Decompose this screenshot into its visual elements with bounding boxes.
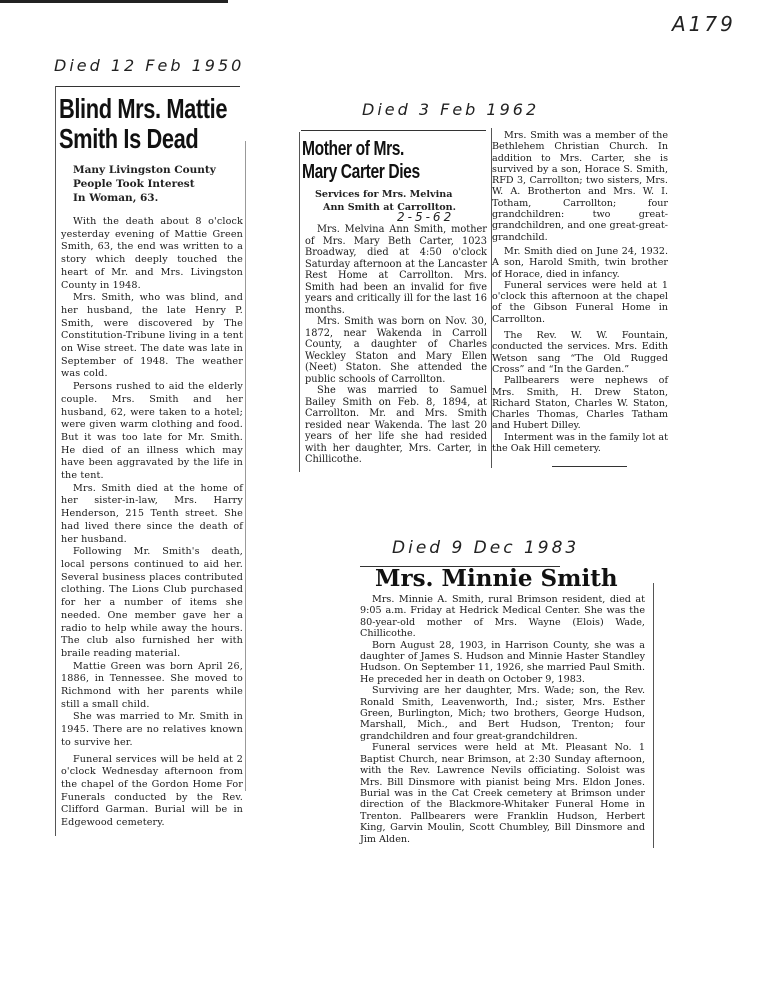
paragraph: Funeral services will be held at 2 o'clock Wednesday afternoon from the chapel of the Gordon Home For Funerals conducted by the Rev. Clifford Garman. Burial will be in Edgewood cemetery.: [61, 753, 243, 829]
handwritten-date: 2-5-62: [397, 210, 455, 224]
subhead-line: People Took Interest: [73, 178, 195, 190]
paragraph: Mattie Green was born April 26, 1886, in Tennessee. She moved to Richmond with her parents while still a small child.: [61, 660, 243, 710]
paragraph: Following Mr. Smith's death, local persons continued to aid her. Several business places contributed clothing. The Lions Club purchased for her a number of items she needed. One member gave her a radio to help while away the hours. The club also furnished her with braile reading material.: [61, 546, 243, 659]
headline-line-2: Smith Is Dead: [59, 123, 199, 154]
paragraph: The Rev. W. W. Fountain, conducted the services. Mrs. Edith Wetson sang “The Old Rugged Cross” and “In the Garden.”: [492, 330, 668, 375]
article-body-column-b: [492, 130, 668, 454]
paragraph: Born August 28, 1903, in Harrison County, she was a daughter of James S. Hudson and Minnie Haster Standley Hudson. On September 11, 1926, she married Paul Smith. He preceded her in death on October 9, 1983.: [360, 639, 645, 685]
paragraph: Persons rushed to aid the elderly couple. Mrs. Smith and her husband, 62, were taken to a hotel; were given warm clothing and food. But it was too late for Mr. Smith. He died of an illness which may have been aggravated by the life in the tent.: [61, 381, 243, 482]
subhead-line: Services for Mrs. Melvina: [315, 189, 453, 200]
page-number-note: A179: [672, 12, 736, 36]
paragraph: Mr. Smith died on June 24, 1932. A son, Harold Smith, twin brother of Horace, died in infancy.: [492, 245, 668, 280]
article-body: [61, 216, 243, 830]
paragraph: She was married to Samuel Bailey Smith on Feb. 8, 1894, at Carrollton. Mr. and Mrs. Smith resided near Wakenda. The last 20 years of her life she had resided with her daughter, Mrs. Carter, in Chillicothe.: [305, 385, 487, 465]
subheadline: [73, 163, 216, 205]
paragraph: Mrs. Smith was a member of the Bethlehem Christian Church. In addition to Mrs. Carter, she is survived by a son, Horace S. Smith, RFD 3, Carrollton; two sisters, Mrs. W. A. Brotherton and Mrs. W. I. Totham, Carrollton; four grandchildren: two great-grandchildren, and one great-great-grandchild.: [492, 130, 668, 243]
paragraph: Funeral services were held at 1 o'clock this afternoon at the chapel of the Gibson Funeral Home in Carrollton.: [492, 279, 668, 325]
article-body-column-a: [305, 224, 487, 466]
paragraph: Surviving are her daughter, Mrs. Wade; son, the Rev. Ronald Smith, Leavenworth, Ind.; sister, Mrs. Esther Green, Burlington, Mich; two brothers, George Hudson, Marshall, Mich., and Bert Hudson, Trenton; four grandchildren and four great-grandchildren.: [360, 685, 645, 742]
scan-edge-bar: [0, 0, 228, 3]
paragraph: Pallbearers were nephews of Mrs. Smith, H. Drew Staton, Richard Staton, Charles W. Staton, Charles Thomas, Charles Tatham and Hubert Dilley.: [492, 375, 668, 432]
paragraph: With the death about 8 o'clock yesterday evening of Mattie Green Smith, 63, the end was written to a story which deeply touched the heart of Mr. and Mrs. Livingston County in 1948.: [61, 216, 243, 291]
subhead-line: Many Livingston County: [73, 164, 216, 176]
paragraph: She was married to Mr. Smith in 1945. There are no relatives known to survive her.: [61, 711, 243, 748]
paragraph: Interment was in the family lot at the Oak Hill cemetery.: [492, 431, 668, 455]
subhead-line: In Woman, 63.: [73, 192, 159, 204]
end-rule: [552, 466, 627, 467]
date-note-1983: Died 9 Dec 1983: [392, 538, 580, 558]
paragraph: Mrs. Smith was born on Nov. 30, 1872, near Wakenda in Carroll County, a daughter of Charles Weckley Staton and Mary Ellen (Neet) Staton. She attended the public schools of Carrollton.: [305, 316, 487, 385]
headline: [302, 138, 420, 184]
paragraph: Mrs. Smith died at the home of her sister-in-law, Mrs. Harry Henderson, 215 Tenth street. She had lived there since the death of her husband.: [61, 482, 243, 545]
date-note-1962: Died 3 Feb 1962: [362, 100, 540, 119]
headline-line-1: Mother of Mrs.: [302, 138, 405, 160]
paragraph: Mrs. Smith, who was blind, and her husband, the late Henry P. Smith, were discovered by The Constitution-Tribune living in a tent on Wise street. The date was late in September of 1948. The weather was cold.: [61, 292, 243, 380]
date-note-1950: Died 12 Feb 1950: [54, 56, 245, 75]
paragraph: Funeral services were held at Mt. Pleasant No. 1 Baptist Church, near Brimson, at 2:30 Sunday afternoon, with the Rev. Lawrence Nevils officiating. Soloist was Mrs. Bill Dinsmore with pianist being Mrs. Eldon Jones. Burial was in the Cat Creek cemetery at Brimson under direction of the Blackmore-Whitaker Funeral Home in Trenton. Pallbearers were Franklin Hudson, Herbert King, Garvin Moulin, Scott Chumbley, Bill Dinsmore and Jim Alden.: [360, 742, 645, 845]
paragraph: Mrs. Melvina Ann Smith, mother of Mrs. Mary Beth Carter, 1023 Broadway, died at 4:50 o'clock Saturday afternoon at the Lancaster Rest Home at Carrollton. Mrs. Smith had been an invalid for five years and critically ill for the last 16 months.: [305, 224, 487, 316]
paragraph: Mrs. Minnie A. Smith, rural Brimson resident, died at 9:05 a.m. Friday at Hedrick Medical Center. She was the 80-year-old mother of Mrs. Wayne (Elois) Wade, Chillicothe.: [360, 594, 645, 640]
headline-line-2: Mary Carter Dies: [302, 161, 420, 183]
article-body: [360, 594, 645, 845]
headline: Mrs. Minnie Smith: [375, 565, 618, 592]
subhead-line: Ann Smith at Carrollton.: [323, 202, 456, 213]
headline-line-1: Blind Mrs. Mattie: [59, 93, 228, 124]
headline: [59, 94, 227, 154]
